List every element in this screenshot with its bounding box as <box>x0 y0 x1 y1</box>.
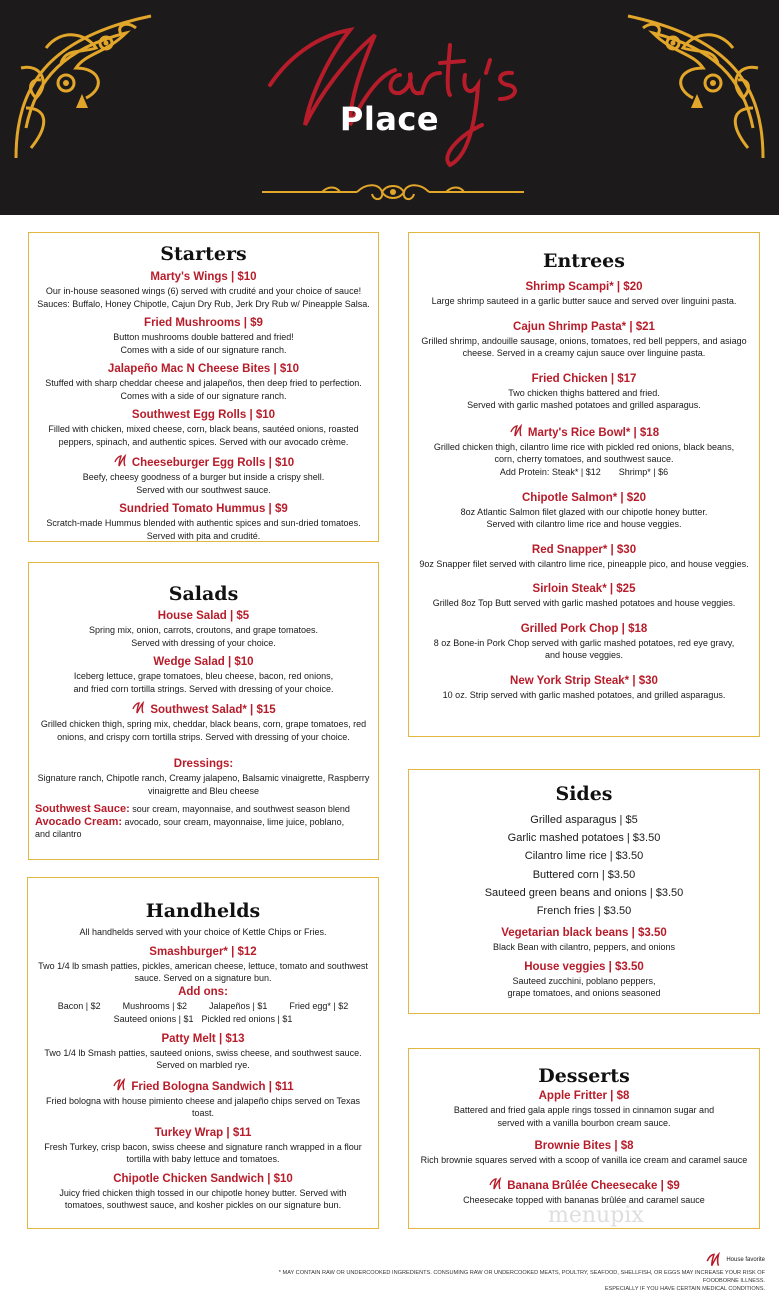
menu-item <box>29 316 378 356</box>
avocado-cream <box>35 816 378 829</box>
item-name-favorite <box>29 454 378 471</box>
menu-item <box>409 372 759 412</box>
item-name-favorite <box>29 701 378 718</box>
menu-item <box>409 622 759 662</box>
item-desc: 8 oz Bone-in Pork Chop served with garlic mashed potatoes, red eye gravy, <box>433 637 735 648</box>
item-desc: Iceberg lettuce, grape tomatoes, bleu cheese, bacon, red onions, <box>73 671 334 681</box>
disclaimer-line: * MAY CONTAIN RAW OR UNDERCOOKED INGREDIENTS. CONSUMING RAW OR UNDERCOOKED MEATS, POULTRY, SEAFOOD, SHELLFISH, OR EGGS MAY INCREASE YOUR RISK OF FOODBORNE ILLNESS. <box>278 1270 765 1284</box>
item-desc: Grilled chicken thigh, cilantro lime rice with pickled red onions, black beans, <box>433 441 735 452</box>
item-desc: toast. <box>191 1108 214 1118</box>
item-desc: Grilled chicken thigh, spring mix, cheddar, black beans, corn, grape tomatoes, red <box>40 719 367 729</box>
house-favorite-icon <box>488 1177 504 1191</box>
addon-item: Bacon | $2 <box>57 1000 101 1011</box>
item-desc: Two chicken thighs battered and fried. <box>508 387 660 398</box>
addons-block <box>28 985 378 1026</box>
item-name: Cajun Shrimp Pasta* | $21 <box>513 320 655 333</box>
item-desc: and house veggies. <box>544 650 624 660</box>
item-name: Sirloin Steak* | $25 <box>532 583 636 595</box>
menu-item <box>29 270 378 310</box>
item-desc: and fried corn tortilla strings. Served with dressing of your choice. <box>73 683 334 694</box>
dressings-list: Signature ranch, Chipotle ranch, Creamy jalapeno, Balsamic vinaigrette, Raspberry <box>37 773 370 783</box>
item-desc: Served with pita and crudité. <box>146 530 261 541</box>
item-name: House veggies | $3.50 <box>524 960 644 973</box>
dressings-title: Dressings: <box>173 758 234 770</box>
addons-row <box>28 1000 378 1013</box>
item-desc: Served with our southwest sauce. <box>136 484 271 495</box>
item-name: Sundried Tomato Hummus | $9 <box>119 503 288 515</box>
item-desc: Served with cilantro lime rice and house veggies. <box>486 519 682 529</box>
item-desc: Scratch-made Hummus blended with authentic spices and sun-dried tomatoes. <box>46 518 361 528</box>
menu-item <box>409 1139 759 1167</box>
protein-row <box>409 466 759 479</box>
dressings-block <box>29 757 378 797</box>
menu-item <box>409 582 759 610</box>
item-name: New York Strip Steak* | $30 <box>510 674 658 687</box>
item-name: Marty's Wings | $10 <box>150 271 257 283</box>
martys-script-logo <box>250 15 540 170</box>
item-desc: Cheesecake topped with bananas brûlée and caramel sauce <box>463 1194 705 1205</box>
menu-item <box>29 408 378 448</box>
item-desc: Our in-house seasoned wings (6) served with crudité and your choice of sauce! <box>45 286 362 296</box>
item-name: Chipotle Chicken Sandwich | $10 <box>113 1172 293 1185</box>
item-desc: Sauces: Buffalo, Honey Chipotle, Cajun Dry Rub, Jerk Dry Rub w/ Pineapple Salsa. <box>37 298 370 309</box>
addon-item: Pickled red onions | $1 <box>201 1013 293 1024</box>
allergen-disclaimer <box>245 1269 765 1293</box>
menu-item <box>409 491 759 531</box>
menu-item <box>409 926 759 954</box>
item-desc: Large shrimp sauteed in a garlic butter sauce and served over linguini pasta. <box>431 296 737 306</box>
item-desc: sauce. Served on a signature bun. <box>134 973 272 983</box>
item-desc: corn, cherry tomatoes, and southwest sauce. <box>494 454 674 464</box>
addons-row <box>28 1013 378 1026</box>
item-desc: Two 1/4 lb smash patties, pickles, american cheese, lettuce, tomato and southwest <box>38 960 368 971</box>
addon-item: Sauteed onions | $1 <box>113 1013 194 1024</box>
item-name: Red Snapper* | $30 <box>531 543 637 556</box>
sauces-block <box>29 803 378 841</box>
item-desc: Spring mix, onion, carrots, croutons, and grape tomatoes. <box>88 625 319 635</box>
item-desc: Served on marbled rye. <box>156 1060 250 1070</box>
item-desc: served with a vanilla bourbon cream sauce. <box>497 1117 671 1128</box>
item-name: Smashburger* | $12 <box>149 945 257 958</box>
house-favorite-icon <box>509 424 525 438</box>
addon-item: Fried egg* | $2 <box>289 1000 349 1011</box>
item-desc: grape tomatoes, and onions seasoned <box>507 988 661 999</box>
handhelds-title: Handhelds <box>145 900 261 922</box>
logo-place-text: Place <box>339 100 440 138</box>
item-name: Southwest Egg Rolls | $10 <box>131 409 276 421</box>
item-desc: Comes with a side of our signature ranch. <box>120 390 287 401</box>
item-desc: Battered and fried gala apple rings tossed in cinnamon sugar and <box>453 1105 715 1115</box>
menu-item <box>409 424 759 479</box>
menu-item <box>28 1172 378 1212</box>
starters-section <box>28 232 379 542</box>
item-desc: Fresh Turkey, crisp bacon, swiss cheese and signature ranch wrapped in a flour <box>44 1141 362 1152</box>
item-name-favorite <box>409 1177 759 1194</box>
item-name: Grilled Pork Chop | $18 <box>520 622 648 635</box>
side-item: Cilantro lime rice | $3.50 <box>524 850 644 863</box>
item-name: Apple Fritter | $8 <box>538 1090 630 1102</box>
handhelds-intro: All handhelds served with your choice of Kettle Chips or Fries. <box>79 927 327 937</box>
header-banner <box>0 0 779 215</box>
disclaimer-line: ESPECIALLY IF YOU HAVE CERTAIN MEDICAL CONDITIONS. <box>604 1286 765 1292</box>
salads-title: Salads <box>168 583 239 605</box>
southwest-sauce <box>35 803 378 816</box>
item-desc: Two 1/4 lb Smash patties, sauteed onions, swiss cheese, and southwest sauce. <box>44 1047 362 1058</box>
watermark: menupix <box>548 1203 644 1228</box>
protein-steak: Add Protein: Steak* | $12 <box>499 466 601 477</box>
item-name: Fried Bologna Sandwich | $11 <box>131 1080 294 1093</box>
item-desc: Rich brownie squares served with a scoop of vanilla ice cream and caramel sauce <box>420 1155 748 1165</box>
house-favorite-legend <box>705 1252 765 1268</box>
menu-item <box>29 609 378 649</box>
item-name: House Salad | $5 <box>157 610 250 622</box>
addon-item: Mushrooms | $2 <box>122 1000 187 1011</box>
dressings-list: vinaigrette and Bleu cheese <box>147 785 260 796</box>
house-favorite-icon <box>112 1078 128 1092</box>
avocado-cream-desc: avocado, sour cream, mayonnaise, lime juice, poblano, <box>122 816 345 827</box>
side-item: Grilled asparagus | $5 <box>530 814 638 826</box>
side-item: Buttered corn | $3.50 <box>532 868 636 881</box>
sides-title: Sides <box>555 783 613 805</box>
addons-title: Add ons: <box>178 985 228 998</box>
item-desc: 8oz Atlantic Salmon filet glazed with our chipotle honey butter. <box>460 506 708 517</box>
item-name: Banana Brûlée Cheesecake | $9 <box>507 1179 680 1192</box>
item-name: Turkey Wrap | $11 <box>154 1126 252 1139</box>
avocado-cream-cont: and cilantro <box>35 829 82 839</box>
item-name: Jalapeño Mac N Cheese Bites | $10 <box>107 363 300 375</box>
item-name: Vegetarian black beans | $3.50 <box>501 927 667 940</box>
item-name: Shrimp Scampi* | $20 <box>525 281 643 293</box>
southwest-sauce-desc: sour cream, mayonnaise, and southwest season blend <box>129 804 350 814</box>
addon-item: Jalapeños | $1 <box>208 1000 268 1011</box>
starters-title: Starters <box>160 243 247 265</box>
menu-item <box>409 1177 759 1207</box>
menu-item <box>29 502 378 542</box>
item-name: Patty Melt | $13 <box>161 1032 245 1045</box>
item-desc: Stuffed with sharp cheddar cheese and jalapeños, then deep fried to perfection. <box>45 378 362 388</box>
item-name: Fried Chicken | $17 <box>531 372 637 385</box>
item-desc: Sauteed zucchini, poblano peppers, <box>512 975 656 986</box>
item-desc: Button mushrooms double battered and fried! <box>113 332 294 342</box>
menu-item <box>29 454 378 496</box>
item-name: Fried Mushrooms | $9 <box>144 317 263 329</box>
side-item: French fries | $3.50 <box>536 905 632 918</box>
menu-item <box>29 701 378 743</box>
item-desc: Comes with a side of our signature ranch. <box>120 344 287 355</box>
menu-item <box>409 674 759 702</box>
item-desc: Black Bean with cilantro, peppers, and onions <box>492 942 676 953</box>
entrees-section <box>408 232 760 737</box>
menu-item <box>29 362 378 402</box>
side-item: Garlic mashed potatoes | $3.50 <box>507 832 661 845</box>
menu-item <box>28 1078 378 1120</box>
menu-item <box>28 1032 378 1072</box>
item-desc: Served with dressing of your choice. <box>131 637 276 648</box>
handhelds-section <box>27 877 379 1229</box>
avocado-cream-label: Avocado Cream: <box>35 815 123 828</box>
item-name: Wedge Salad | $10 <box>153 656 254 668</box>
item-desc: Filled with chicken, mixed cheese, corn, black beans, sautéed onions, roasted <box>48 424 359 434</box>
item-desc: Grilled 8oz Top Butt served with garlic mashed potatoes and house veggies. <box>432 598 736 608</box>
item-name: Cheeseburger Egg Rolls | $10 <box>131 457 295 469</box>
item-name-favorite <box>409 424 759 441</box>
item-name: Brownie Bites | $8 <box>534 1140 634 1152</box>
southwest-sauce-label: Southwest Sauce: <box>35 803 130 815</box>
house-favorite-icon <box>113 454 129 468</box>
ornament-divider <box>262 180 524 204</box>
menu-item <box>28 1126 378 1166</box>
menu-item <box>29 655 378 695</box>
protein-shrimp: Shrimp* | $6 <box>618 466 669 477</box>
item-name: Marty's Rice Bowl* | $18 <box>527 426 660 439</box>
item-desc: Juicy fried chicken thigh tossed in our chipotle honey butter. Served with <box>59 1187 347 1198</box>
menu-item <box>409 543 759 571</box>
entrees-title: Entrees <box>543 250 625 272</box>
menu-item <box>28 945 378 985</box>
menu-item <box>409 280 759 308</box>
item-desc: cheese. Served in a creamy cajun sauce over linguine pasta. <box>462 348 706 358</box>
item-desc: Fried bologna with house pimiento cheese and jalapeño chips served on Texas <box>45 1095 361 1106</box>
house-favorite-icon <box>705 1252 723 1268</box>
item-desc: peppers, spinach, and authentic spices. Served with our avocado crème. <box>58 436 349 447</box>
side-item: Sauteed green beans and onions | $3.50 <box>484 886 684 899</box>
salads-section <box>28 562 379 860</box>
item-name-favorite <box>28 1078 378 1095</box>
menu-item <box>409 320 759 360</box>
desserts-title: Desserts <box>538 1065 630 1087</box>
item-desc: 10 oz. Strip served with garlic mashed potatoes, and grilled asparagus. <box>442 689 726 700</box>
item-name: Southwest Salad* | $15 <box>150 704 276 716</box>
item-desc: tomatoes, southwest sauce, and kosher pickles on our signature bun. <box>64 1200 342 1210</box>
sides-section <box>408 769 760 1014</box>
menu-item <box>409 960 759 1000</box>
desserts-section <box>408 1048 760 1229</box>
item-desc: Beefy, cheesy goodness of a burger but inside a crispy shell. <box>82 472 325 482</box>
item-desc: onions, and crispy corn tortilla strips. Served with dressing of your choice. <box>57 731 350 742</box>
item-desc: 9oz Snapper filet served with cilantro lime rice, pineapple pico, and house veggies. <box>419 558 749 569</box>
item-desc: Grilled shrimp, andouille sausage, onions, tomatoes, red bell peppers, and asiago <box>421 335 747 346</box>
menu-item <box>409 1089 759 1129</box>
house-favorite-icon <box>131 701 147 715</box>
house-favorite-label: House favorite <box>726 1257 765 1263</box>
item-desc: Served with garlic mashed potatoes and grilled asparagus. <box>467 400 701 410</box>
item-desc: tortilla with baby lettuce and tomatoes. <box>126 1154 280 1164</box>
item-name: Chipotle Salmon* | $20 <box>522 491 646 504</box>
